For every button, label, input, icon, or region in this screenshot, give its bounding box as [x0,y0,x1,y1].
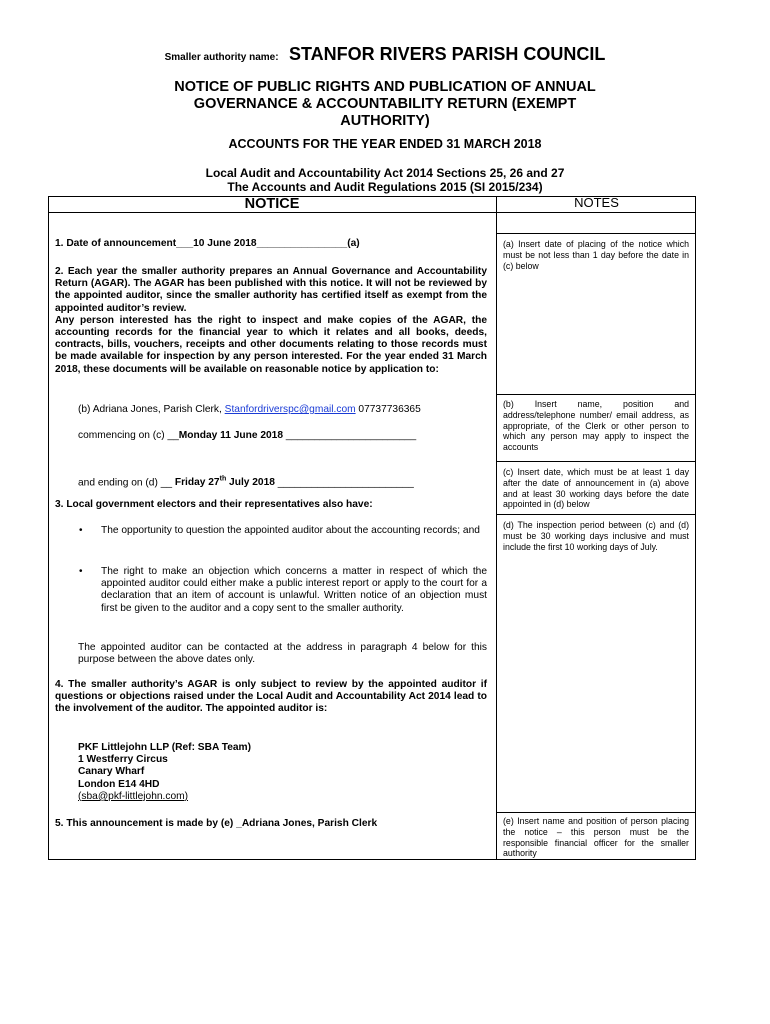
notice-heading: NOTICE [244,196,300,212]
auditor-email-link[interactable]: (sba@pkf-littlejohn.com) [78,790,188,802]
note-b: (b) Insert name, position and address/telephone number/ email address, as appropriate, of the Clerk or other person to which any person may apply to inspect the accounts [503,399,689,453]
commencing-blank: _______________________ [282,430,417,441]
auditor-contact-note: The appointed auditor can be contacted at the address in paragraph 4 below for this purpose between the above dates only. [78,642,487,666]
item-2-text [55,266,487,376]
auditor-address [78,742,487,803]
ending-date [78,474,487,490]
inspection-contact [78,404,487,416]
legislation-reference [0,166,770,194]
notes-heading: NOTES [574,195,619,210]
notes-rule [497,233,696,234]
note-e: (e) Insert name and position of person placing the notice – this person must be the responsible financial officer for the smaller authority [503,816,689,859]
authority-label: Smaller authority name: [164,52,279,63]
bullet-question-auditor: The opportunity to question the appointed auditor about the accounting records; and [101,525,480,536]
note-d: (d) The inspection period between (c) and (d) must be 30 working days inclusive and must include the first 10 working days of July. [503,520,689,552]
item-2-para-2: Any person interested has the right to inspect and make copies of the AGAR, the accounting records for the financial year to which it relates and all books, deeds, contracts, bills, vouchers, receipts and other documents relating to those records must be made available for inspection by any person interested. For the year ended 31 March 2018, these documents will be available on reasonable notice by application to: [55,314,487,375]
ending-value [175,477,275,488]
note-a: (a) Insert date of placing of the notice which must be not less than 1 day before the date in (c) below [503,239,689,271]
ending-month: July 2018 [226,477,275,489]
document-title [0,79,770,130]
notes-rule [497,461,696,462]
act-line-1: Local Audit and Accountability Act 2014 Sections 25, 26 and 27 [205,166,565,180]
address-line-2: 1 Westferry Circus [78,754,168,766]
item-4-text: 4. The smaller authority’s AGAR is only subject to review by the appointed auditor if questions or objections raised under the Local Audit and Accountability Act 2014 lead to the involvement of the auditor. The appointed auditor is: [55,679,487,715]
address-line-4: London E14 4HD [78,778,160,790]
act-line-2: The Accounts and Audit Regulations 2015 (SI 2015/234) [227,180,543,194]
ending-blank: ________________________ [274,477,414,489]
notes-rule [497,812,696,813]
bullet-right-to-object: The right to make an objection which concerns a matter in respect of which the appointed auditor could either make a public interest report or apply to the court for a declaration that an item of account is unlawful. Written notice of an objection must first be given to the auditor and a copy sent to the smaller authority. [101,566,487,614]
heading-rule [48,212,696,213]
title-line-3: AUTHORITY) [340,113,430,129]
title-line-1: NOTICE OF PUBLIC RIGHTS AND PUBLICATION OF ANNUAL [174,79,596,95]
note-c: (c) Insert date, which must be at least 1 day after the date of announcement in (a) above and at least 30 working days before the date appointed in (d) below [503,467,689,510]
contact-name: (b) Adriana Jones, Parish Clerk, [78,404,225,415]
item-2-para-1: 2. Each year the smaller authority prepares an Annual Governance and Accountability Return (AGAR). The AGAR has been published with this notice. It will not be reviewed by the appointed auditor, since the smaller authority has certified itself as exempt from the appointed auditor’s review. [55,266,487,314]
ending-day: Friday 27 [174,477,220,489]
commencing-value: Monday 11 June 2018 [178,430,283,441]
item-3-heading: 3. Local government electors and their representatives also have: [55,499,373,510]
ending-label: and ending on (d) __ [78,477,175,489]
accounts-year: ACCOUNTS FOR THE YEAR ENDED 31 MARCH 2018 [228,137,542,151]
item-1-date: 1. Date of announcement___10 June 2018________________(a) [55,238,360,249]
item-5-announcement: 5. This announcement is made by (e) _Adriana Jones, Parish Clerk [55,818,378,829]
commencing-label: commencing on (c) __ [78,430,179,441]
notes-rule [497,394,696,395]
contact-email-link[interactable]: Stanfordriverspc@gmail.com [224,404,356,415]
column-divider [496,196,497,860]
authority-name: STANFOR RIVERS PARISH COUNCIL [289,44,606,64]
bullet-marker: • [79,525,83,536]
address-line-1: PKF Littlejohn LLP (Ref: SBA Team) [78,742,251,753]
authority-header [0,44,770,65]
ending-day-suffix: th [219,476,227,483]
contact-phone: 07737736365 [355,404,421,415]
bullet-marker: • [79,566,83,577]
address-line-3: Canary Wharf [78,766,145,778]
notes-rule [497,514,696,515]
commencing-date [78,430,487,442]
title-line-2: GOVERNANCE & ACCOUNTABILITY RETURN (EXEMPT [193,96,577,112]
